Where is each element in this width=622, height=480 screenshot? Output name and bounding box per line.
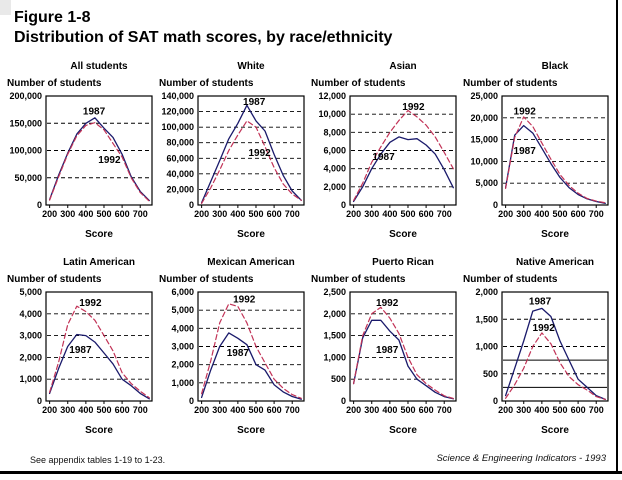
y-tick-label: 2,000 xyxy=(19,352,42,363)
y-tick-label: 80,000 xyxy=(166,137,194,148)
appendix-note: See appendix tables 1-19 to 1-23. xyxy=(30,455,166,465)
x-tick-label: 500 xyxy=(248,405,264,415)
y-tick-label: 60,000 xyxy=(166,153,194,164)
x-axis-caption: Score xyxy=(389,425,417,436)
y-tick-label: 5,000 xyxy=(19,287,42,297)
x-tick-label: 700 xyxy=(588,405,604,415)
x-tick-label: 300 xyxy=(60,405,76,415)
page-frame-right xyxy=(616,0,618,474)
x-tick-label: 600 xyxy=(266,405,282,415)
y-tick-label: 100,000 xyxy=(161,122,194,133)
series-1992 xyxy=(202,304,302,399)
chart-title: White xyxy=(237,61,265,72)
y-tick-label: 1,000 xyxy=(475,341,498,352)
chart-all-students xyxy=(6,56,158,252)
year-label-1992: 1992 xyxy=(402,101,425,113)
y-tick-label: 2,000 xyxy=(171,359,194,370)
x-tick-label: 700 xyxy=(588,209,604,219)
y-tick-label: 0 xyxy=(188,200,194,210)
y-tick-label: 10,000 xyxy=(318,109,346,120)
chart-title: Asian xyxy=(389,61,417,72)
year-label-1992: 1992 xyxy=(98,154,121,166)
year-label-1987: 1987 xyxy=(513,145,536,157)
x-tick-label: 300 xyxy=(364,209,380,219)
year-label-1987: 1987 xyxy=(243,97,266,109)
x-tick-label: 400 xyxy=(78,209,94,219)
y-tick-label: 1,500 xyxy=(475,314,498,325)
page-frame-bottom xyxy=(0,471,622,474)
series-1987 xyxy=(202,333,302,399)
y-tick-label: 1,500 xyxy=(323,330,346,341)
scan-artifact xyxy=(0,0,11,15)
x-axis-caption: Score xyxy=(541,229,569,240)
y-tick-label: 4,000 xyxy=(19,308,42,319)
y-axis-caption: Number of students xyxy=(463,274,558,285)
y-tick-label: 100,000 xyxy=(9,145,42,156)
x-tick-label: 400 xyxy=(78,405,94,415)
x-axis-caption: Score xyxy=(237,425,265,436)
x-tick-label: 200 xyxy=(42,405,58,415)
x-axis-caption: Score xyxy=(237,229,265,240)
x-tick-label: 700 xyxy=(132,209,148,219)
year-label-1992: 1992 xyxy=(532,322,555,334)
y-tick-label: 5,000 xyxy=(475,178,498,189)
chart-white xyxy=(158,56,310,252)
y-tick-label: 0 xyxy=(36,396,42,406)
x-axis-caption: Score xyxy=(85,229,113,240)
y-tick-label: 1,000 xyxy=(171,377,194,388)
chart-latin-american xyxy=(6,252,158,448)
y-tick-label: 1,000 xyxy=(19,374,42,385)
year-label-1987: 1987 xyxy=(82,106,106,118)
x-tick-label: 300 xyxy=(516,209,532,219)
y-tick-label: 20,000 xyxy=(470,112,498,123)
x-tick-label: 500 xyxy=(552,209,568,219)
x-tick-label: 500 xyxy=(552,405,568,415)
y-tick-label: 140,000 xyxy=(161,91,194,101)
chart-title: Native American xyxy=(516,257,594,268)
y-tick-label: 15,000 xyxy=(470,134,498,145)
x-tick-label: 700 xyxy=(132,405,148,415)
y-tick-label: 5,000 xyxy=(171,305,194,316)
plot-box xyxy=(350,292,456,401)
y-tick-label: 8,000 xyxy=(323,127,346,138)
x-tick-label: 600 xyxy=(114,405,130,415)
x-tick-label: 400 xyxy=(382,209,398,219)
y-tick-label: 0 xyxy=(340,200,346,210)
x-tick-label: 500 xyxy=(96,405,112,415)
y-tick-label: 0 xyxy=(340,396,346,406)
x-tick-label: 300 xyxy=(364,405,380,415)
year-label-1992: 1992 xyxy=(513,106,536,118)
figure-label: Figure 1-8 xyxy=(14,9,91,26)
chart-asian xyxy=(310,56,462,252)
chart-svg xyxy=(6,56,158,251)
y-tick-label: 0 xyxy=(492,200,498,210)
y-tick-label: 200,000 xyxy=(9,91,42,101)
y-axis-caption: Number of students xyxy=(159,274,254,285)
x-tick-label: 200 xyxy=(498,209,514,219)
year-label-1987: 1987 xyxy=(226,347,249,359)
year-label-1992: 1992 xyxy=(376,297,399,309)
year-label-1992: 1992 xyxy=(233,294,256,306)
chart-svg xyxy=(462,56,614,251)
y-tick-label: 4,000 xyxy=(323,163,346,174)
x-tick-label: 600 xyxy=(418,209,434,219)
x-tick-label: 500 xyxy=(400,209,416,219)
year-label-1987: 1987 xyxy=(376,344,399,356)
y-tick-label: 120,000 xyxy=(161,106,194,117)
chart-native-american xyxy=(462,252,614,448)
y-axis-caption: Number of students xyxy=(311,78,406,89)
chart-svg xyxy=(6,252,158,447)
chart-puerto-rican xyxy=(310,252,462,448)
year-label-1992: 1992 xyxy=(79,297,102,309)
y-tick-label: 0 xyxy=(36,200,42,210)
y-tick-label: 50,000 xyxy=(14,172,42,183)
x-tick-label: 700 xyxy=(436,405,452,415)
chart-black xyxy=(462,56,614,252)
x-tick-label: 400 xyxy=(534,209,550,219)
y-tick-label: 40,000 xyxy=(166,168,194,179)
chart-title: Mexican American xyxy=(207,257,295,268)
charts-grid xyxy=(6,56,614,448)
chart-title: Latin American xyxy=(63,257,135,268)
x-tick-label: 300 xyxy=(212,405,228,415)
x-tick-label: 300 xyxy=(212,209,228,219)
chart-title: Black xyxy=(541,61,569,72)
y-tick-label: 150,000 xyxy=(9,118,42,129)
x-tick-label: 600 xyxy=(570,209,586,219)
y-tick-label: 500 xyxy=(482,368,498,379)
x-tick-label: 500 xyxy=(248,209,264,219)
x-tick-label: 400 xyxy=(230,405,246,415)
y-tick-label: 2,000 xyxy=(475,287,498,297)
series-1987 xyxy=(50,335,150,399)
y-tick-label: 25,000 xyxy=(470,91,498,101)
y-tick-label: 3,000 xyxy=(19,330,42,341)
y-tick-label: 0 xyxy=(492,396,498,406)
chart-svg xyxy=(310,56,462,251)
series-1987 xyxy=(354,320,454,399)
y-tick-label: 6,000 xyxy=(323,145,346,156)
series-1987 xyxy=(506,126,606,204)
figure-title: Distribution of SAT math scores, by race/ethnicity xyxy=(14,29,393,46)
x-tick-label: 500 xyxy=(400,405,416,415)
x-tick-label: 600 xyxy=(266,209,282,219)
x-tick-label: 700 xyxy=(284,405,300,415)
year-label-1987: 1987 xyxy=(372,151,395,163)
x-tick-label: 700 xyxy=(284,209,300,219)
series-1992 xyxy=(50,306,150,398)
chart-mexican-american xyxy=(158,252,310,448)
x-tick-label: 200 xyxy=(498,405,514,415)
x-tick-label: 200 xyxy=(194,209,210,219)
x-tick-label: 600 xyxy=(418,405,434,415)
y-axis-caption: Number of students xyxy=(463,78,558,89)
y-tick-label: 500 xyxy=(330,374,346,385)
source-credit: Science & Engineering Indicators - 1993 xyxy=(436,453,606,464)
chart-svg xyxy=(462,252,614,447)
x-tick-label: 200 xyxy=(346,209,362,219)
x-tick-label: 400 xyxy=(230,209,246,219)
x-tick-label: 700 xyxy=(436,209,452,219)
y-axis-caption: Number of students xyxy=(7,78,102,89)
year-label-1987: 1987 xyxy=(528,296,552,308)
y-tick-label: 2,000 xyxy=(323,308,346,319)
y-tick-label: 3,000 xyxy=(171,341,194,352)
y-axis-caption: Number of students xyxy=(159,78,254,89)
y-tick-label: 1,000 xyxy=(323,352,346,363)
x-tick-label: 200 xyxy=(194,405,210,415)
x-tick-label: 400 xyxy=(382,405,398,415)
chart-svg xyxy=(310,252,462,447)
x-tick-label: 500 xyxy=(96,209,112,219)
chart-svg xyxy=(158,56,310,251)
y-tick-label: 10,000 xyxy=(470,156,498,167)
x-tick-label: 300 xyxy=(516,405,532,415)
y-tick-label: 0 xyxy=(188,396,194,406)
y-axis-caption: Number of students xyxy=(7,274,102,285)
y-tick-label: 2,500 xyxy=(323,287,346,297)
x-axis-caption: Score xyxy=(541,425,569,436)
x-tick-label: 600 xyxy=(570,405,586,415)
year-label-1987: 1987 xyxy=(69,344,92,356)
series-1992 xyxy=(202,121,302,203)
y-tick-label: 2,000 xyxy=(323,181,346,192)
x-tick-label: 200 xyxy=(42,209,58,219)
y-axis-caption: Number of students xyxy=(311,274,406,285)
chart-title: All students xyxy=(70,61,128,72)
figure-header xyxy=(14,8,392,48)
x-tick-label: 400 xyxy=(534,405,550,415)
x-tick-label: 600 xyxy=(114,209,130,219)
year-label-1992: 1992 xyxy=(248,147,271,159)
x-axis-caption: Score xyxy=(389,229,417,240)
x-tick-label: 300 xyxy=(60,209,76,219)
chart-title: Puerto Rican xyxy=(372,257,434,268)
y-tick-label: 4,000 xyxy=(171,323,194,334)
x-tick-label: 200 xyxy=(346,405,362,415)
y-tick-label: 6,000 xyxy=(171,287,194,297)
y-tick-label: 20,000 xyxy=(166,184,194,195)
y-tick-label: 12,000 xyxy=(318,91,346,101)
x-axis-caption: Score xyxy=(85,425,113,436)
chart-svg xyxy=(158,252,310,447)
